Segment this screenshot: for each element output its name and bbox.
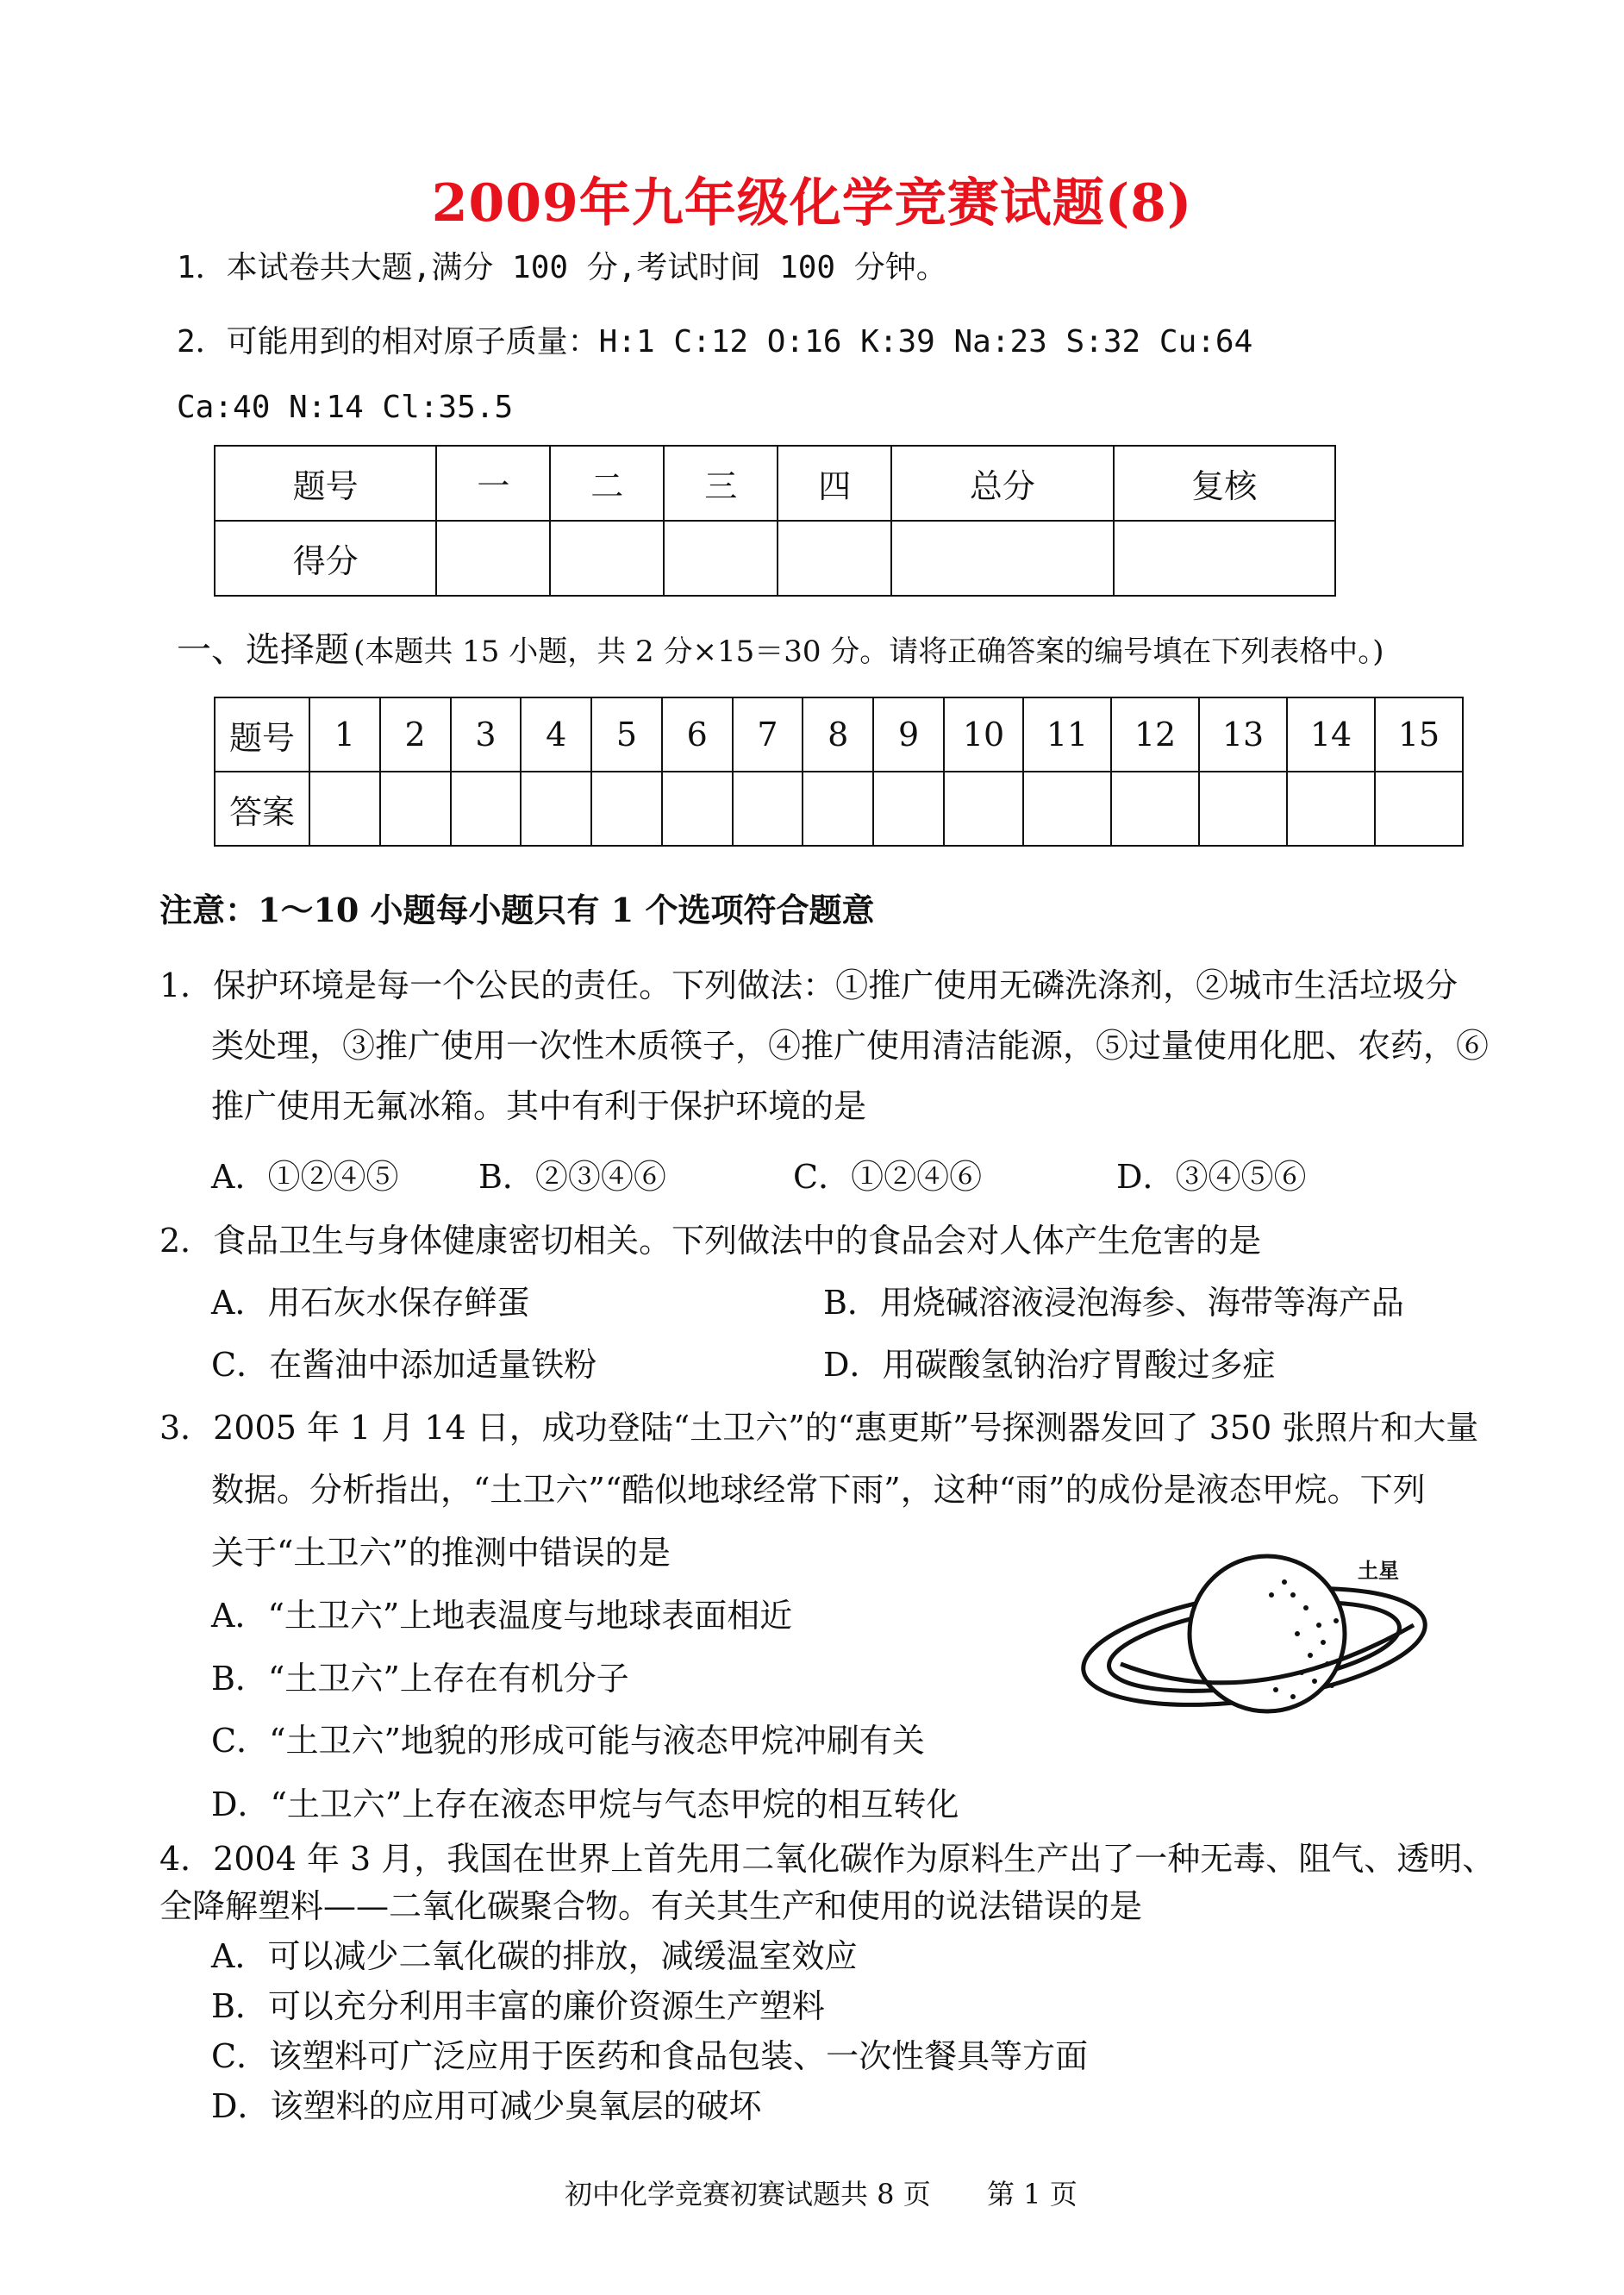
score-cell[interactable] <box>891 521 1113 596</box>
score-cell[interactable] <box>778 521 891 596</box>
score-row-label: 得分 <box>215 521 436 596</box>
answer-cell[interactable] <box>521 772 591 846</box>
answer-cell[interactable] <box>662 772 733 846</box>
answer-cell[interactable] <box>803 772 873 846</box>
section-heading <box>177 622 1384 672</box>
q4-option-a: A．可以减少二氧化碳的排放，减缓温室效应 <box>211 1937 858 1975</box>
instruction-line-1: 1．本试卷共大题,满分 100 分,考试时间 100 分钟。 <box>177 250 947 285</box>
answer-number: 10 <box>944 697 1023 772</box>
section-note: (本题共 15 小题，共 2 分×15＝30 分。请将正确答案的编号填在下列表格中。) <box>353 635 1384 669</box>
q1-line-3: 推广使用无氟冰箱。其中有利于保护环境的是 <box>211 1087 867 1125</box>
q2-option-b: B．用烧碱溶液浸泡海参、海带等海产品 <box>823 1284 1404 1322</box>
saturn-illustration <box>1077 1543 1448 1746</box>
answer-number: 11 <box>1023 697 1111 772</box>
score-header: 复核 <box>1114 446 1335 521</box>
answer-number: 14 <box>1287 697 1375 772</box>
q4-option-b: B．可以充分利用丰富的廉价资源生产塑料 <box>211 1987 825 2025</box>
q3-option-b: B．“土卫六”上存在有机分子 <box>211 1660 629 1698</box>
answer-number: 2 <box>380 697 451 772</box>
score-cell[interactable] <box>664 521 778 596</box>
answer-number: 6 <box>662 697 733 772</box>
answer-number: 3 <box>451 697 522 772</box>
footer-total-pages: 初中化学竞赛初赛试题共 8 页 <box>565 2178 931 2211</box>
answer-number: 9 <box>873 697 944 772</box>
answer-number: 4 <box>521 697 591 772</box>
q1-option-b: B．②③④⑥ <box>478 1158 666 1196</box>
q2-option-c: C．在酱油中添加适量铁粉 <box>211 1346 597 1384</box>
answer-cell[interactable] <box>309 772 380 846</box>
q2-option-d: D．用碳酸氢钠治疗胃酸过多症 <box>823 1346 1276 1384</box>
score-header: 二 <box>550 446 664 521</box>
score-table <box>214 445 1336 597</box>
answer-cell[interactable] <box>1375 772 1463 846</box>
instruction-line-2: 2．可能用到的相对原子质量：H:1 C:12 O:16 K:39 Na:23 S:32 Cu:64 <box>177 324 1253 360</box>
q1-option-c: C．①②④⑥ <box>793 1158 983 1196</box>
score-cell[interactable] <box>1114 521 1335 596</box>
section-title: 一、选择题 <box>177 630 349 670</box>
answer-cell[interactable] <box>944 772 1023 846</box>
score-header: 四 <box>778 446 891 521</box>
answer-cell[interactable] <box>733 772 803 846</box>
notice: 注意：1～10 小题每小题只有 1 个选项符合题意 <box>159 891 875 929</box>
answer-cell[interactable] <box>380 772 451 846</box>
q3-line-3: 关于“土卫六”的推测中错误的是 <box>211 1534 671 1572</box>
q1-option-d: D．③④⑤⑥ <box>1116 1158 1307 1196</box>
q2-stem: 2．食品卫生与身体健康密切相关。下列做法中的食品会对人体产生危害的是 <box>159 1222 1262 1260</box>
q1-option-a: A．①②④⑤ <box>211 1158 399 1196</box>
q3-option-a: A．“土卫六”上地表温度与地球表面相近 <box>211 1597 793 1635</box>
answer-cell[interactable] <box>451 772 522 846</box>
answer-number: 12 <box>1111 697 1199 772</box>
answer-number: 13 <box>1199 697 1287 772</box>
score-header: 题号 <box>215 446 436 521</box>
q3-line-1: 3．2005 年 1 月 14 日，成功登陆“土卫六”的“惠更斯”号探测器发回了 350 张照片和大量 <box>159 1409 1479 1447</box>
q2-option-a: A．用石灰水保存鲜蛋 <box>211 1284 530 1322</box>
answer-row-label: 答案 <box>215 772 309 846</box>
answer-cell[interactable] <box>1287 772 1375 846</box>
answer-table <box>214 697 1464 847</box>
answer-number: 1 <box>309 697 380 772</box>
answer-cell[interactable] <box>1199 772 1287 846</box>
q1-line-2: 类处理，③推广使用一次性木质筷子，④推广使用清洁能源，⑤过量使用化肥、农药，⑥ <box>211 1027 1490 1065</box>
q4-line-1: 4．2004 年 3 月，我国在世界上首先用二氧化碳作为原料生产出了一种无毒、阻气、透明、 <box>159 1840 1496 1878</box>
instruction-line-3: Ca:40 N:14 Cl:35.5 <box>177 390 514 425</box>
q4-line-2: 全降解塑料——二氧化碳聚合物。有关其生产和使用的说法错误的是 <box>159 1887 1143 1925</box>
answer-cell[interactable] <box>591 772 662 846</box>
saturn-label: 土星 <box>1358 1559 1399 1583</box>
q1-line-1: 1．保护环境是每一个公民的责任。下列做法：①推广使用无磷洗涤剂，②城市生活垃圾分 <box>159 966 1458 1004</box>
score-cell[interactable] <box>550 521 664 596</box>
footer-page-number: 第 1 页 <box>987 2178 1077 2211</box>
page-title: 2009年九年级化学竞赛试题(8) <box>431 173 1193 234</box>
q3-option-c: C．“土卫六”地貌的形成可能与液态甲烷冲刷有关 <box>211 1722 925 1760</box>
score-header: 一 <box>436 446 550 521</box>
score-header: 总分 <box>891 446 1113 521</box>
answer-number: 5 <box>591 697 662 772</box>
answer-number: 15 <box>1375 697 1463 772</box>
answer-cell[interactable] <box>1111 772 1199 846</box>
answer-cell[interactable] <box>873 772 944 846</box>
score-header: 三 <box>664 446 778 521</box>
q4-option-d: D．该塑料的应用可减少臭氧层的破坏 <box>211 2087 762 2125</box>
answer-cell[interactable] <box>1023 772 1111 846</box>
answer-number: 8 <box>803 697 873 772</box>
q3-line-2: 数据。分析指出，“土卫六”“酷似地球经常下雨”，这种“雨”的成份是液态甲烷。下列 <box>211 1471 1426 1509</box>
score-cell[interactable] <box>436 521 550 596</box>
answer-header-label: 题号 <box>215 697 309 772</box>
q4-option-c: C．该塑料可广泛应用于医药和食品包装、一次性餐具等方面 <box>211 2037 1089 2075</box>
answer-number: 7 <box>733 697 803 772</box>
q3-option-d: D．“土卫六”上存在液态甲烷与气态甲烷的相互转化 <box>211 1785 959 1823</box>
